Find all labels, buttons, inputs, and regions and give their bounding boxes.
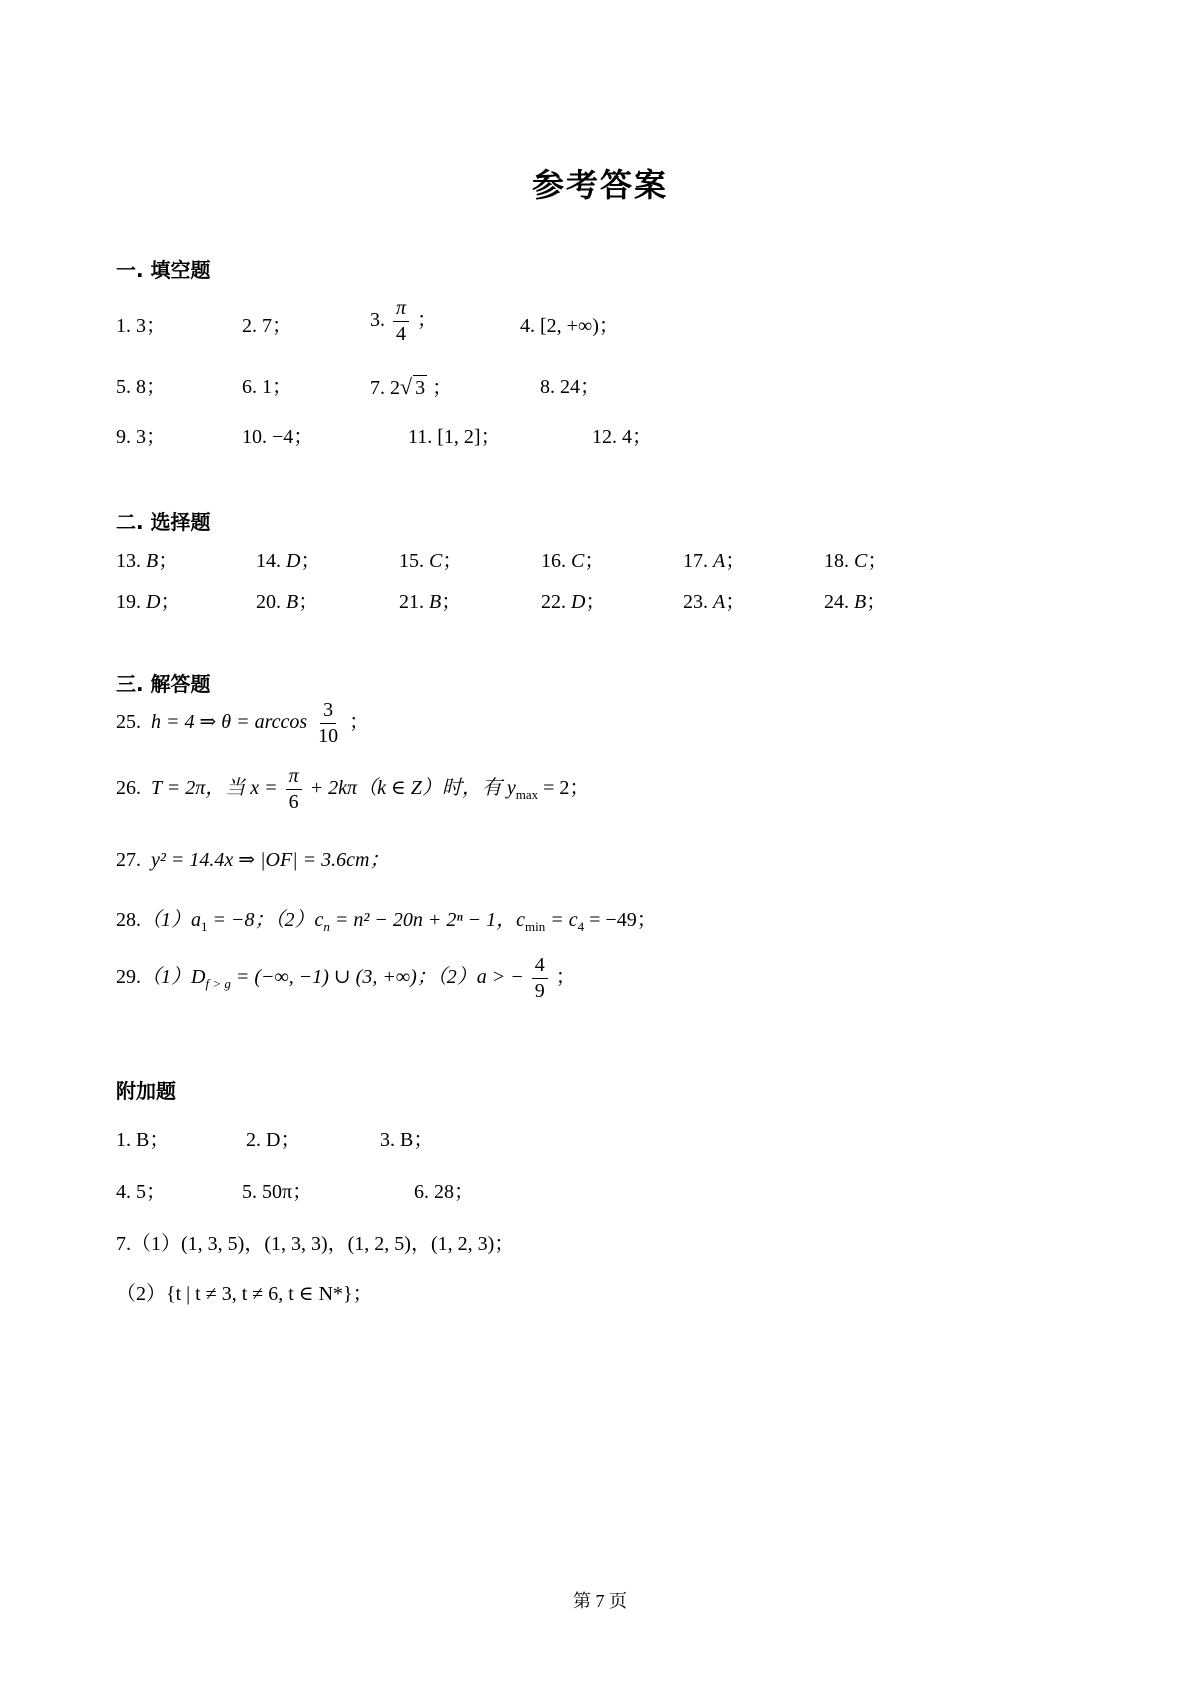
answer-17: 17. A； (683, 550, 746, 572)
separator: ； (432, 377, 453, 399)
answer-26: 26. T = 2π，当 x = $\frac{\pi}{6}$ + 2kπ（k ∈ Z）时，有 $y_{max} = 2$； (116, 765, 590, 813)
answer-3-label: 3. (370, 309, 385, 332)
extra-answer-1: 1. B； (116, 1129, 170, 1151)
fraction: $\frac{4}{9}$ (532, 955, 548, 1002)
answer-2: 2. 7； (242, 315, 292, 337)
extra-answer-2: 2. D； (246, 1129, 301, 1151)
answer-28: $28.(1)a_1 = -8$；$(2)c_n = n^2 - 20n + 2^n - 1$，$c_{min} = c_4 = -49$； (116, 909, 657, 934)
answer-11: 11. [1, 2]； (408, 426, 501, 448)
answer-24: 24. B； (824, 591, 887, 613)
section-heading-solutions: 三. 解答题 (116, 672, 211, 696)
extra-answer-7-part-1: 7.（1）(1, 3, 5)，(1, 3, 3)，(1, 2, 5)，(1, 2, 3)； (116, 1233, 515, 1255)
answer-7-label: 7. (370, 377, 385, 399)
answer-14: 14. D； (256, 550, 321, 572)
page-title: 参考答案 (531, 166, 668, 204)
section-heading-choice: 二. 选择题 (116, 510, 211, 534)
extra-answer-7-part-2: （2）{t | t ≠ 3, t ≠ 6, t ∈ N*}； (116, 1283, 373, 1305)
answer-5: 5. 8； (116, 376, 166, 398)
fraction (393, 298, 409, 345)
answer-4: 4. [2, +∞)； (520, 315, 619, 337)
answer-18: 18. C； (824, 550, 888, 572)
fraction: $\frac{\pi}{6}$ (286, 766, 302, 813)
answer-16: 16. C； (541, 550, 605, 572)
answer-6: 6. 1； (242, 376, 292, 398)
fraction: $\frac{3}{10}$ (318, 699, 339, 747)
radical-sign: √ (400, 374, 413, 399)
answer-13: 13. B； (116, 550, 179, 572)
page-number: 第 7 页 (573, 1591, 627, 1611)
answer-7 (370, 375, 452, 400)
answer-12: 12. 4； (592, 426, 652, 448)
extra-answer-4: 4. 5； (116, 1181, 166, 1203)
fraction-numerator: π (393, 298, 409, 322)
answer-8: 8. 24； (540, 376, 600, 398)
answer-22: 22. D； (541, 591, 606, 613)
radicand: 3 (415, 377, 426, 399)
extra-answer-3: 3. B； (380, 1129, 434, 1151)
answer-1: 1. 3； (116, 315, 166, 337)
extra-answer-6: 6. 28； (414, 1181, 474, 1203)
answer-23: 23. A； (683, 591, 746, 613)
sqrt-coefficient: 2 (390, 377, 400, 399)
answer-20: 20. B； (256, 591, 319, 613)
fraction-denominator: 4 (396, 323, 407, 345)
section-heading-extra: 附加题 (116, 1079, 176, 1103)
answer-19: 19. D； (116, 591, 181, 613)
section-heading-fill-blank: 一. 填空题 (116, 258, 211, 282)
separator: ； (417, 309, 438, 332)
answer-29: $29.(1)D_{f > g}$ = (−∞, −1) ∪ (3, +∞)；（2）a > − $\frac{4}{9}$ ； (116, 954, 576, 1002)
answer-25: 25. h = 4 ⇒ θ = arccos $\frac{3}{10}$ ； (116, 699, 370, 747)
answer-10: 10. −4； (242, 426, 314, 448)
answer-21: 21. B； (399, 591, 462, 613)
answer-9: 9. 3； (116, 426, 166, 448)
answer-15: 15. C； (399, 550, 463, 572)
answer-27: 27. y² = 14.4x ⇒ |OF| = 3.6cm； (116, 849, 390, 871)
answer-3 (370, 298, 437, 345)
extra-answer-5: 5. 50π； (242, 1181, 313, 1203)
